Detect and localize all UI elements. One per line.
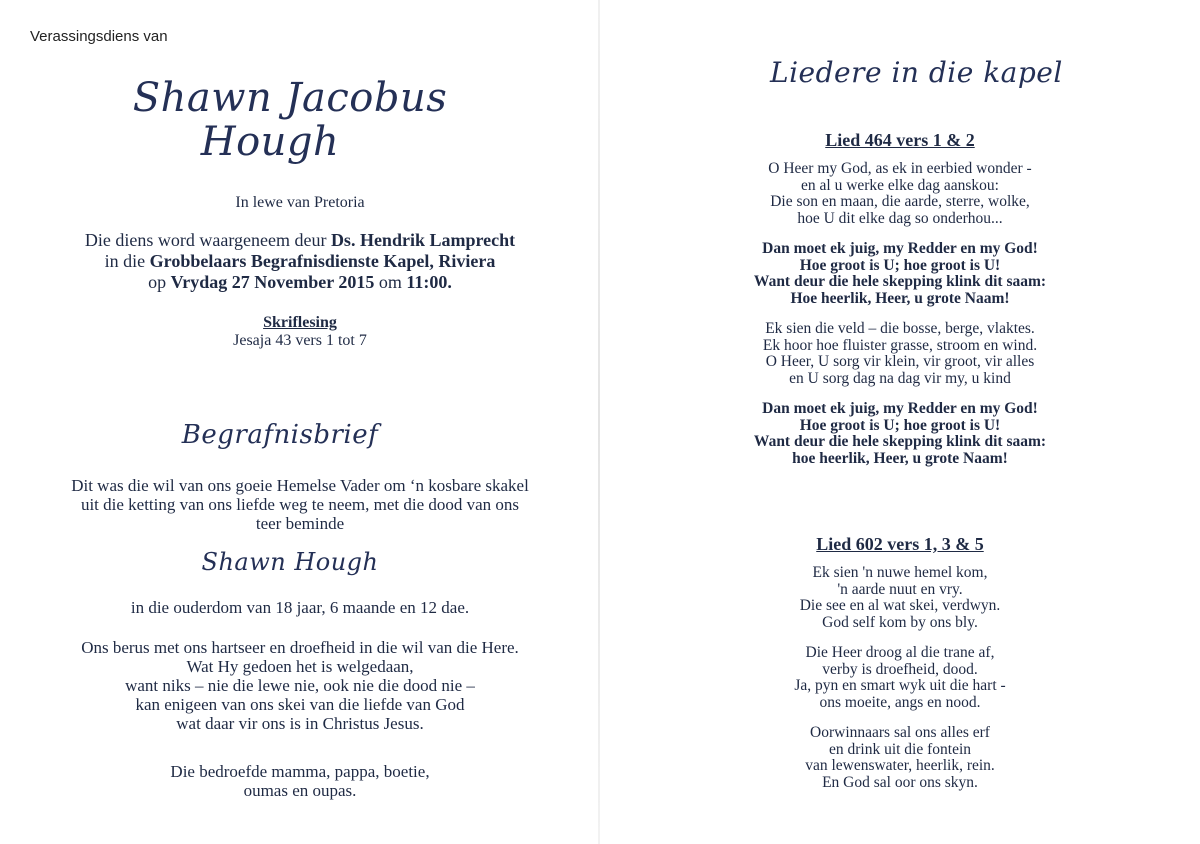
letter-closing [0,638,600,733]
song-stanza [600,161,1200,227]
song-602 [600,534,1200,805]
stanza-line: Ek sien 'n nuwe hemel kom, [812,564,988,581]
venue: Grobbelaars Begrafnisdienste Kapel, Riviera [149,251,496,271]
service-line3-mid: om [378,272,402,292]
songs-title: Liedere in die kapel [770,56,1063,89]
letter-name: Shawn Hough [201,548,379,576]
deceased-name [120,76,460,164]
song-stanza [600,321,1200,387]
stanza-line: en drink uit die fontein [828,740,972,758]
service-details [0,230,600,293]
closing-line: wat daar vir ons is in Christus Jesus. [176,714,424,733]
letter-body [0,476,600,533]
stanza-line: Hoe groot is U; hoe groot is U! [799,416,1001,434]
officiant: Ds. Hendrik Lamprecht [330,230,516,250]
service-line3-prefix: op [148,272,167,292]
stanza-line: Die son en maan, die aarde, sterre, wolke, [770,193,1030,210]
service-time: 11:00. [406,272,452,292]
stanza-line: ons moeite, angs en nood. [819,693,981,711]
stanza-line: Die see en al wat skei, verdwyn. [799,597,1001,614]
closing-line: Ons berus met ons hartseer en droefheid in die wil van die Here. [81,638,519,657]
name-line-2: Hough [200,119,340,165]
closing-line: kan enigeen van ons skei van die liefde van God [135,695,465,714]
song-stanza [600,725,1200,791]
letter-title: Begrafnisbrief [181,420,379,450]
stanza-line: Ek sien die veld – die bosse, berge, vlaktes. [765,320,1035,337]
scripture-reference: Jesaja 43 vers 1 tot 7 [233,332,367,349]
stanza-line: verby is droefheid, dood. [822,660,978,678]
letter-signature [0,762,600,800]
stanza-line: en U sorg dag na dag vir my, u kind [789,369,1011,387]
service-line-1 [0,230,600,251]
name-line-1: Shawn Jacobus [132,75,448,121]
stanza-line: hoe U dit elke dag so onderhou... [797,209,1003,227]
signature-line: oumas en oupas. [243,781,357,800]
stanza-line: Hoe groot is U; hoe groot is U! [799,256,1001,274]
right-page [600,0,1200,844]
stanza-line: en al u werke elke dag aanskou: [801,176,999,194]
scripture-reading [0,314,600,350]
letter-line: teer beminde [255,514,345,533]
stanza-line: hoe heerlik, Heer, u grote Naam! [792,449,1008,467]
header-label: Verassingsdiens van [30,28,168,45]
song-chorus [600,401,1200,467]
stanza-line: Dan moet ek juig, my Redder en my God! [762,240,1038,257]
signature-line: Die bedroefde mamma, pappa, boetie, [170,762,430,781]
stanza-line: Die Heer droog al die trane af, [805,644,995,661]
stanza-line: Oorwinnaars sal ons alles erf [810,724,990,741]
stanza-line: Want deur die hele skepping klink dit saam: [753,433,1047,450]
residence: In lewe van Pretoria [235,194,365,211]
song-stanza [600,645,1200,711]
song-stanza [600,565,1200,631]
stanza-line: Hoe heerlik, Heer, u grote Naam! [790,289,1010,307]
song-title: Lied 464 vers 1 & 2 [825,130,975,150]
stanza-line: O Heer my God, as ek in eerbied wonder - [768,160,1032,177]
service-date: Vrydag 27 November 2015 [170,272,375,292]
scripture-title: Skriflesing [263,314,337,331]
stanza-line: Dan moet ek juig, my Redder en my God! [762,400,1038,417]
closing-line: Wat Hy gedoen het is welgedaan, [186,657,414,676]
song-chorus [600,241,1200,307]
letter-line: Dit was die wil van ons goeie Hemelse Vader om ‘n kosbare skakel [71,476,529,495]
letter-age: in die ouderdom van 18 jaar, 6 maande en 12 dae. [130,598,470,617]
stanza-line: van lewenswater, heerlik, rein. [805,757,995,774]
stanza-line: Want deur die hele skepping klink dit saam: [753,273,1047,290]
closing-line: want niks – nie die lewe nie, ook nie die dood nie – [125,676,475,695]
service-line-2 [0,251,600,272]
song-title: Lied 602 vers 1, 3 & 5 [816,534,984,554]
stanza-line: 'n aarde nuut en vry. [837,580,963,598]
service-line2-prefix: in die [104,251,146,271]
stanza-line: God self kom by ons bly. [822,613,978,631]
stanza-line: Ja, pyn en smart wyk uit die hart - [794,677,1006,694]
song-464 [600,130,1200,481]
stanza-line: O Heer, U sorg vir klein, vir groot, vir alles [765,353,1035,370]
stanza-line: En God sal oor ons skyn. [822,773,978,791]
service-line1-prefix: Die diens word waargeneem deur [84,230,327,250]
service-line-3 [0,272,600,293]
stanza-line: Ek hoor hoe fluister grasse, stroom en wind. [762,336,1038,354]
letter-line: uit die ketting van ons liefde weg te neem, met die dood van ons [80,495,520,514]
